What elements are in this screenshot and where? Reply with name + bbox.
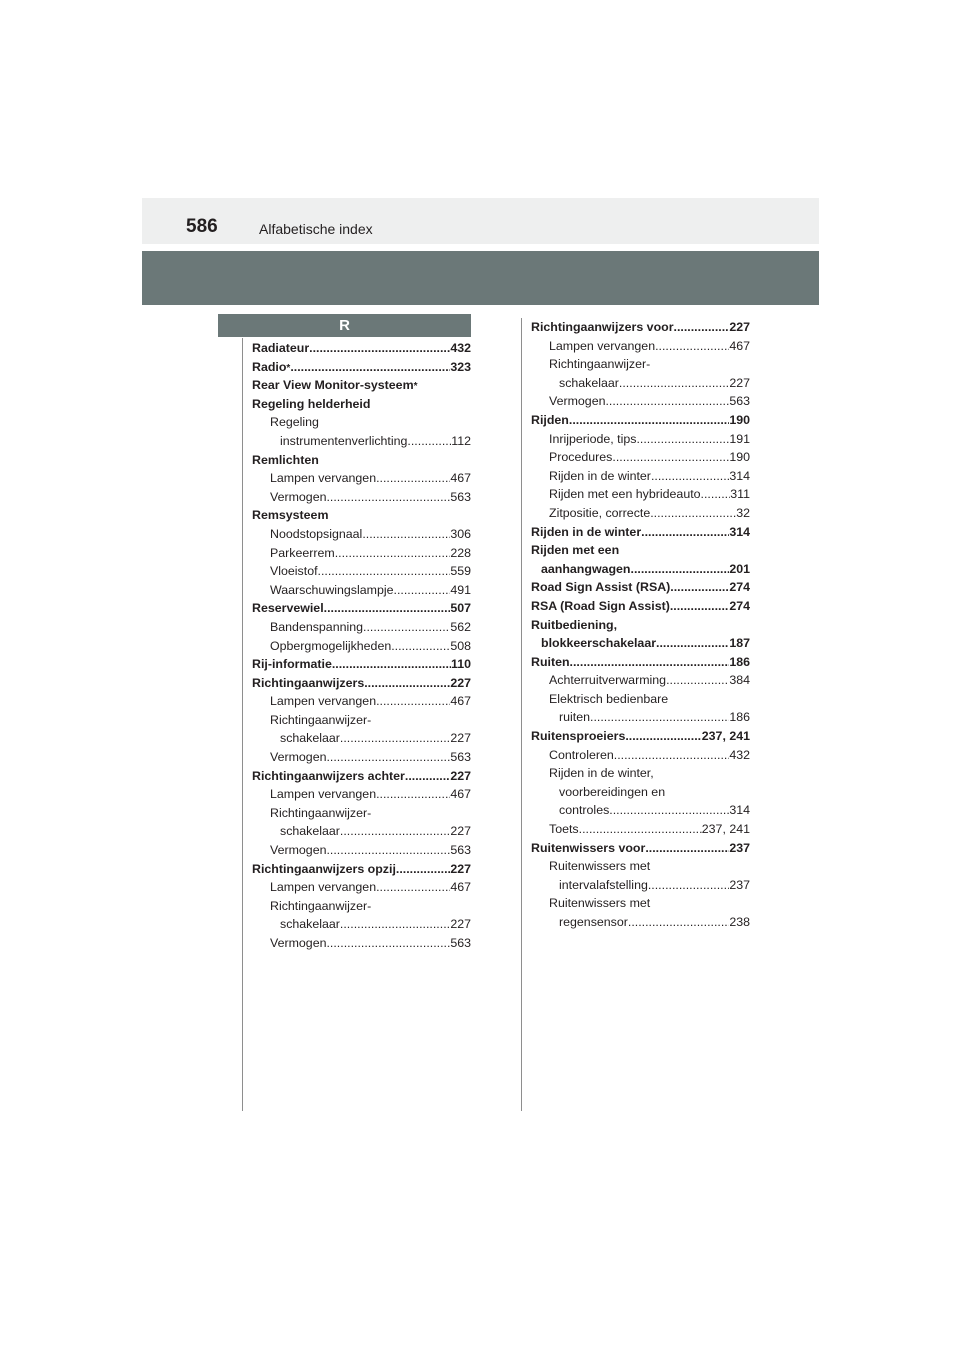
index-entry-page: 237, 241 (701, 729, 750, 744)
index-entry-term: Reservewiel (252, 601, 324, 616)
index-entry-page: 227 (729, 375, 750, 390)
index-entry: Rear View Monitor-systeem * (252, 376, 471, 395)
dot-leader (326, 841, 450, 860)
dot-leader (332, 655, 451, 674)
index-entry-term: voorbereidingen en (559, 784, 666, 799)
index-entry-term: Richtingaanwijzer- (270, 898, 372, 913)
index-entry-page: 238 (729, 915, 750, 929)
index-entry-term: regensensor (559, 915, 628, 929)
dot-leader (340, 915, 450, 934)
dot-leader (324, 599, 451, 618)
index-entry (252, 469, 471, 488)
index-entry-page: 563 (450, 750, 471, 765)
index-entry (252, 488, 471, 507)
index-entry-page: 311 (730, 487, 750, 502)
index-entry-page: 507 (450, 601, 471, 616)
index-entry-page: 508 (450, 638, 471, 653)
index-entry (252, 339, 471, 358)
index-entry-term: blokkeerschakelaar (541, 636, 657, 651)
index-entry-term: Rear View Monitor-systeem (252, 378, 414, 393)
index-entry (531, 894, 750, 913)
dot-leader (631, 560, 730, 579)
dot-leader (326, 488, 450, 507)
index-entry-page: 110 (451, 657, 471, 672)
index-entry-page: 227 (450, 824, 471, 839)
index-entry (531, 355, 750, 374)
index-entry-term: instrumentenverlichting (280, 433, 408, 448)
index-entry-term: Noodstopsignaal (270, 526, 363, 541)
index-entry-page: 467 (450, 880, 471, 895)
index-entry-term: Regeling helderheid (252, 396, 371, 411)
index-entry-page: 314 (729, 803, 750, 818)
index-entry-page: 237 (729, 877, 750, 892)
dot-leader (376, 785, 450, 804)
index-entry (531, 448, 750, 467)
index-entry-page: 274 (729, 580, 750, 595)
dot-leader (614, 746, 730, 765)
dot-leader (651, 467, 729, 486)
index-entry-term: controles (559, 803, 610, 818)
middle-column-rule (521, 318, 522, 1111)
index-entry (531, 578, 750, 597)
dot-leader (656, 634, 729, 653)
dot-leader (670, 578, 729, 597)
index-entry-term: Regeling (270, 415, 319, 430)
index-entry-term: Opbergmogelijkheden (270, 638, 392, 653)
dot-leader (612, 448, 729, 467)
dot-leader (290, 358, 450, 377)
index-entry (531, 392, 750, 411)
dot-leader (335, 544, 451, 563)
dot-leader (340, 729, 450, 748)
index-entry-page: 237 (729, 840, 750, 855)
index-entry-term: Ruitenwissers voor (531, 840, 646, 855)
index-entry (531, 523, 750, 542)
index-entry-page: 112 (451, 433, 471, 448)
dot-leader (363, 618, 450, 637)
index-entry-page: 227 (729, 320, 750, 334)
dot-leader (394, 581, 451, 600)
dot-leader (570, 653, 730, 672)
index-entry-term: Richtingaanwijzer- (270, 712, 372, 727)
header-band (142, 251, 819, 305)
index-entry (531, 318, 750, 337)
index-entry-page: 562 (450, 619, 471, 634)
index-entry-term: Lampen vervangen (270, 471, 377, 486)
dot-leader (376, 878, 450, 897)
index-entry-page: 563 (729, 394, 750, 409)
index-entry (531, 634, 750, 653)
index-entry-term: Ruitenwissers met (549, 859, 651, 874)
index-entry (252, 599, 471, 618)
index-entry (252, 674, 471, 693)
index-entry (252, 451, 471, 470)
header-bar (142, 198, 819, 244)
index-entry-page: 306 (450, 526, 471, 541)
index-entry (531, 485, 750, 504)
index-entry-page: 227 (450, 861, 471, 876)
index-entry-page: 467 (450, 787, 471, 802)
index-entry-term: Procedures (549, 450, 613, 465)
index-entry (252, 822, 471, 841)
index-entry-term: Road Sign Assist (RSA) (531, 580, 671, 595)
index-entry (252, 544, 471, 563)
index-entry-term: Vloeistof (270, 564, 318, 579)
index-entry-page: 190 (729, 412, 750, 427)
dot-leader (362, 525, 450, 544)
index-entry-page: 227 (450, 675, 471, 690)
index-entry-term: Remsysteem (252, 508, 329, 523)
index-entry (252, 897, 471, 916)
index-entry (252, 637, 471, 656)
index-entry-term: Rijden met een (531, 543, 620, 558)
index-entry (252, 767, 471, 786)
index-entry (252, 804, 471, 823)
index-entry-term: Toets (549, 822, 579, 837)
index-entry (531, 467, 750, 486)
dot-leader (326, 934, 450, 953)
index-entry-term: Rijden in de winter, (549, 766, 654, 781)
index-entry-page: 32 (736, 505, 750, 520)
page-title: Alfabetische index (259, 221, 373, 237)
index-entry-term: Richtingaanwijzers achter (252, 768, 405, 783)
index-entry-page: 384 (729, 673, 750, 688)
right-column (531, 318, 750, 932)
index-entry-term: Achterruitverwarming (549, 673, 667, 688)
index-entry-term: Richtingaanwijzer- (270, 805, 372, 820)
dot-leader (628, 913, 729, 932)
index-entry-term: schakelaar (280, 731, 340, 746)
index-entry-term: Controleren (549, 747, 614, 762)
dot-leader (641, 523, 729, 542)
index-entry-term: ruiten (559, 710, 590, 725)
index-entry-term: Richtingaanwijzer- (549, 357, 651, 372)
index-entry (252, 711, 471, 730)
index-entry-term: intervalafstelling (559, 877, 648, 892)
dot-leader (376, 692, 450, 711)
index-entry-page: 467 (450, 694, 471, 709)
index-entry-term: Richtingaanwijzers opzij (252, 861, 396, 876)
index-entry (252, 506, 471, 525)
dot-leader (655, 337, 729, 356)
index-entry-page: 559 (450, 564, 471, 579)
page-number: 586 (186, 216, 218, 237)
index-entry-page: 563 (450, 489, 471, 504)
left-column-rule (242, 338, 243, 1111)
index-entry-term: Richtingaanwijzers (252, 675, 365, 690)
index-entry-page: 227 (450, 917, 471, 932)
index-entry-term: RSA (Road Sign Assist) (531, 598, 670, 613)
index-entry (252, 413, 471, 432)
index-entry-term: Rijden in de winter (549, 468, 651, 483)
index-entry (252, 432, 471, 451)
dot-leader (318, 562, 451, 581)
index-entry-term: Waarschuwingslampje (270, 582, 394, 597)
index-entry-page: 186 (729, 710, 750, 725)
index-entry-term: Inrijperiode, tips (549, 431, 637, 446)
dot-leader (569, 411, 729, 430)
index-entry-term: Vermogen (549, 394, 606, 409)
index-entry-term: Lampen vervangen (549, 338, 656, 353)
index-entry (531, 653, 750, 672)
dot-leader (609, 801, 729, 820)
dot-leader (605, 392, 729, 411)
index-entry (252, 841, 471, 860)
index-entry (252, 581, 471, 600)
index-entry (531, 801, 750, 820)
index-entry (531, 616, 750, 635)
index-entry-term: Vermogen (270, 843, 327, 858)
index-entry-term: aanhangwagen (541, 561, 631, 576)
left-column (252, 339, 471, 953)
index-entry-term: schakelaar (559, 375, 619, 390)
index-entry-term: Vermogen (270, 750, 327, 765)
dot-leader (619, 374, 729, 393)
index-entry (531, 913, 750, 932)
index-entry (531, 876, 750, 895)
dot-leader (701, 485, 731, 504)
index-entry-term: Radio (252, 359, 287, 374)
index-entry (531, 783, 750, 802)
index-entry (252, 934, 471, 953)
index-entry-term: Elektrisch bedienbare (549, 691, 669, 706)
index-entry-page: 227 (450, 731, 471, 746)
index-entry (531, 690, 750, 709)
index-entry-page: 190 (729, 450, 750, 465)
index-entry (252, 729, 471, 748)
index-entry-page: 186 (729, 654, 750, 669)
dot-leader (391, 637, 450, 656)
index-entry (252, 618, 471, 637)
index-entry (252, 655, 471, 674)
index-entry-page: 314 (729, 468, 750, 483)
index-entry (252, 395, 471, 414)
index-entry-term: Vermogen (270, 489, 327, 504)
index-entry-term: Lampen vervangen (270, 880, 377, 895)
index-entry (252, 692, 471, 711)
index-entry (531, 746, 750, 765)
index-entry (252, 915, 471, 934)
index-entry-term: Ruitbediening, (531, 617, 618, 632)
index-entry-term: Ruiten (531, 654, 570, 669)
index-entry-page: 563 (450, 843, 471, 858)
index-entry-term: Lampen vervangen (270, 694, 377, 709)
index-entry-page: 274 (729, 598, 750, 613)
index-entry-term: schakelaar (280, 917, 340, 932)
index-entry-page: 314 (729, 524, 750, 539)
dot-leader (579, 820, 702, 839)
index-entry-term: Rijden met een hybrideauto (549, 487, 701, 502)
index-entry-page: 201 (729, 561, 750, 576)
dot-leader (666, 671, 729, 690)
index-entry: Radio * ..... 323 (252, 358, 471, 377)
index-entry-page: 467 (450, 471, 471, 486)
dot-leader (405, 767, 450, 786)
index-entry (531, 839, 750, 858)
dot-leader (636, 430, 729, 449)
dot-leader (407, 432, 451, 451)
dot-leader (376, 469, 450, 488)
index-entry-page: 432 (450, 341, 471, 355)
index-entry (252, 860, 471, 879)
index-entry-page: 491 (450, 582, 471, 597)
dot-leader (625, 727, 701, 746)
dot-leader (326, 748, 450, 767)
index-entry (531, 671, 750, 690)
index-entry-term: Ruitenwissers met (549, 896, 651, 911)
dot-leader (645, 839, 729, 858)
index-entry (531, 504, 750, 523)
index-entry (252, 562, 471, 581)
index-entry (531, 857, 750, 876)
index-entry-term: Bandenspanning (270, 619, 364, 634)
index-entry (252, 525, 471, 544)
index-entry-term: Remlichten (252, 452, 319, 467)
dot-leader (396, 860, 450, 879)
index-entry (531, 820, 750, 839)
index-entry-term: Zitpositie, correcte (549, 505, 651, 520)
index-entry-term: Radiateur (252, 341, 310, 355)
index-entry-term: Parkeerrem (270, 545, 335, 560)
index-entry (531, 430, 750, 449)
index-entry (252, 785, 471, 804)
index-entry-page: 187 (729, 636, 750, 651)
dot-leader (670, 597, 729, 616)
index-entry (531, 597, 750, 616)
index-entry-term: Ruitensproeiers (531, 729, 626, 744)
dot-leader (674, 318, 730, 337)
index-entry-page: 432 (729, 747, 750, 762)
dot-leader (309, 339, 450, 358)
index-entry-term: Lampen vervangen (270, 787, 377, 802)
index-entry (531, 541, 750, 560)
index-entry (531, 560, 750, 579)
index-entry (531, 727, 750, 746)
index-entry-page: 237, 241 (701, 822, 750, 837)
dot-leader (650, 504, 736, 523)
index-entry (531, 337, 750, 356)
index-entry-term: Rijden (531, 412, 569, 427)
index-entry-page: 191 (729, 431, 750, 446)
dot-leader (590, 708, 729, 727)
dot-leader (648, 876, 729, 895)
index-entry (531, 411, 750, 430)
section-letter-tab: R (218, 314, 471, 337)
index-entry-page: 467 (729, 338, 750, 353)
index-entry (252, 878, 471, 897)
index-entry (531, 374, 750, 393)
index-entry-page: 227 (450, 768, 471, 783)
index-entry-term: Rij-informatie (252, 657, 332, 672)
index-entry-term: Rijden in de winter (531, 524, 642, 539)
index-entry (531, 764, 750, 783)
dot-leader (364, 674, 450, 693)
index-entry (252, 748, 471, 767)
index-entry-page: 563 (450, 936, 471, 950)
index-entry (531, 708, 750, 727)
index-entry-page: 323 (450, 359, 471, 374)
index-entry-term: Vermogen (270, 936, 327, 950)
index-entry-term: Richtingaanwijzers voor (531, 320, 674, 334)
index-entry-term: schakelaar (280, 824, 340, 839)
dot-leader (340, 822, 450, 841)
index-entry-page: 228 (450, 545, 471, 560)
